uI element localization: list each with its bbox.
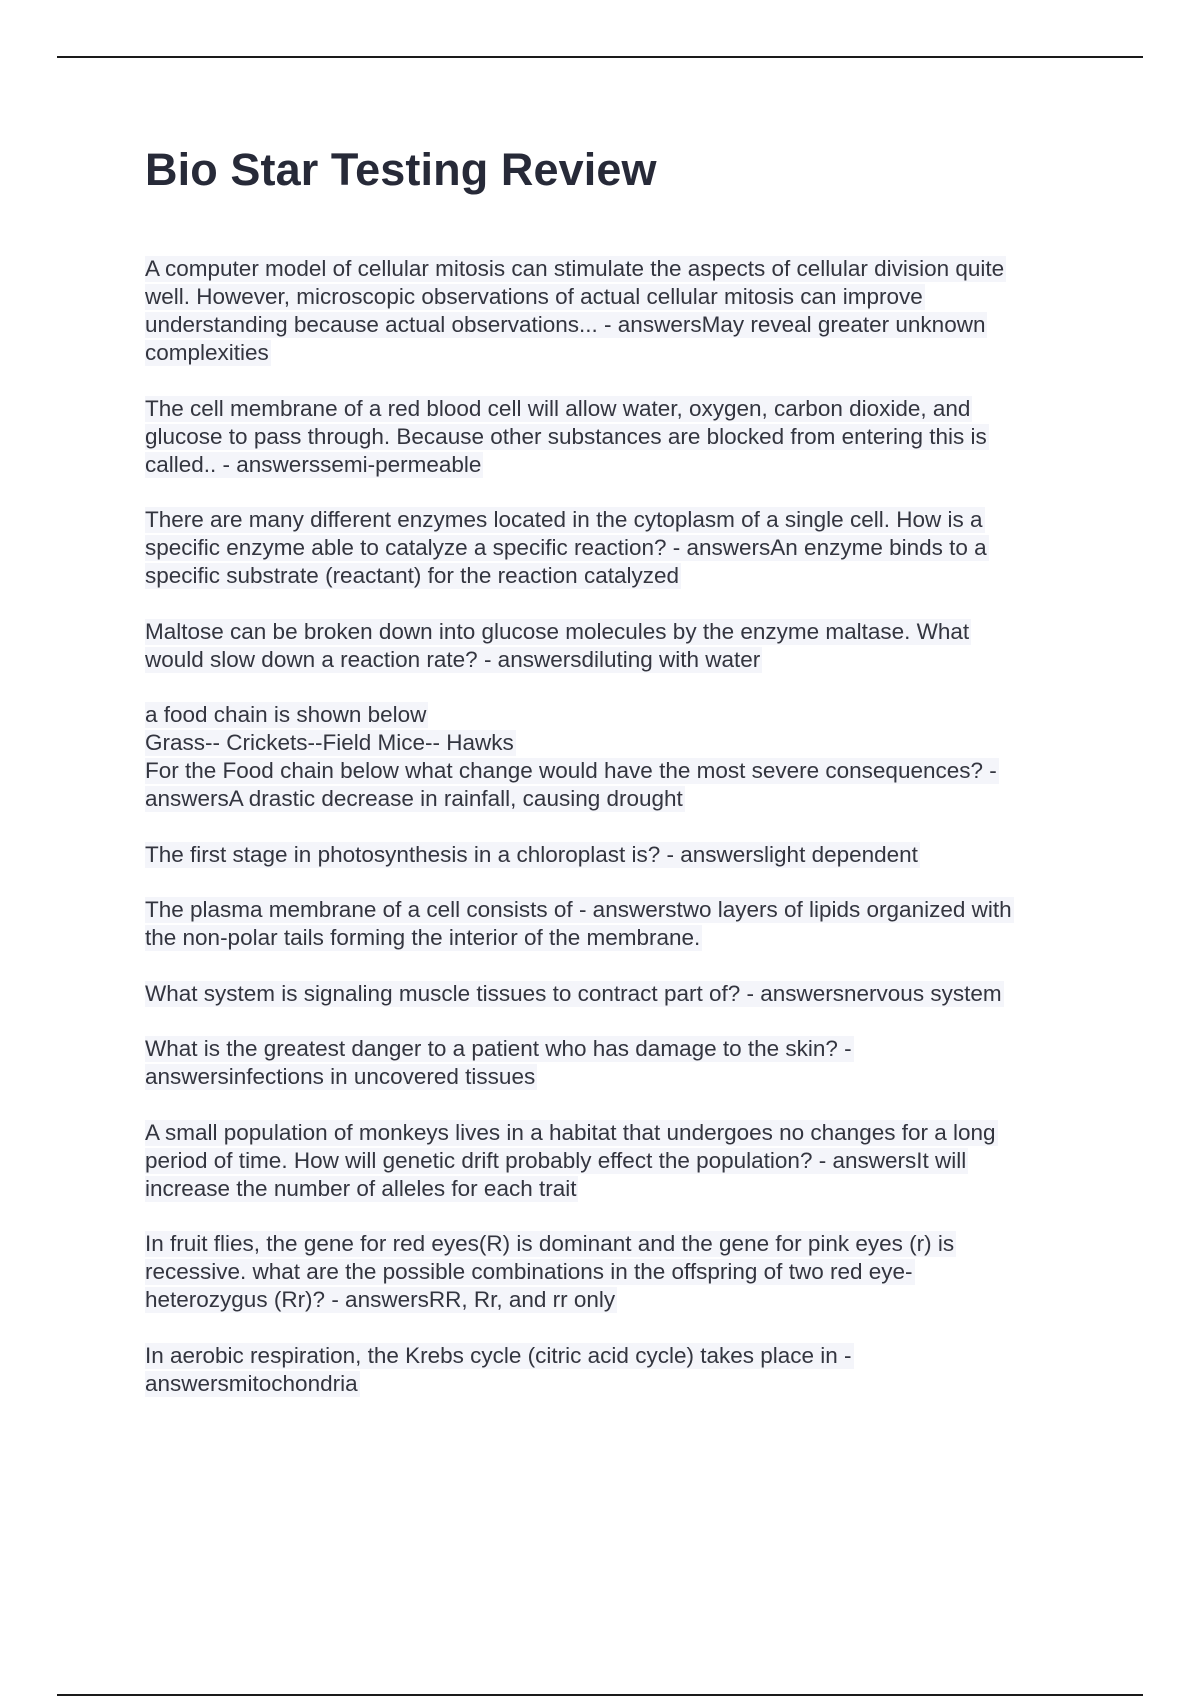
qa-list	[145, 255, 1085, 1425]
qa-line: There are many different enzymes located in the cytoplasm of a single cell. How is a	[145, 507, 983, 532]
qa-item	[145, 506, 1085, 590]
qa-line: answersinfections in uncovered tissues	[145, 1064, 536, 1089]
top-divider	[57, 56, 1143, 58]
qa-item	[145, 980, 1085, 1008]
qa-line: would slow down a reaction rate? - answersdiluting with water	[145, 646, 761, 672]
qa-line: the non-polar tails forming the interior of the membrane.	[145, 925, 701, 950]
qa-item	[145, 255, 1085, 367]
qa-item	[145, 896, 1085, 952]
qa-line: In fruit flies, the gene for red eyes(R) is dominant and the gene for pink eyes (r) is	[145, 1231, 955, 1256]
qa-line: answersmitochondria	[145, 1370, 358, 1396]
qa-item	[145, 1119, 1085, 1203]
qa-item	[145, 1230, 1085, 1314]
qa-item	[145, 395, 1085, 479]
qa-line: understanding because actual observations... - answersMay reveal greater unknown	[145, 312, 986, 337]
qa-item	[145, 841, 1085, 869]
qa-line: specific substrate (reactant) for the reaction catalyzed	[145, 563, 680, 588]
qa-line: The cell membrane of a red blood cell will allow water, oxygen, carbon dioxide, and	[145, 395, 971, 421]
qa-line: What is the greatest danger to a patient who has damage to the skin? -	[145, 1036, 852, 1061]
qa-line: increase the number of alleles for each trait	[145, 1175, 577, 1201]
qa-line: What system is signaling muscle tissues to contract part of? - answersnervous system	[145, 980, 1002, 1006]
qa-line: called.. - answerssemi-permeable	[145, 451, 482, 477]
qa-line: The first stage in photosynthesis in a chloroplast is? - answerslight dependent	[145, 841, 918, 867]
qa-line: glucose to pass through. Because other substances are blocked from entering this is	[145, 423, 987, 449]
qa-item	[145, 701, 1085, 813]
qa-line: For the Food chain below what change would have the most severe consequences? -	[145, 758, 997, 783]
qa-line: A computer model of cellular mitosis can stimulate the aspects of cellular division quite	[145, 256, 1005, 281]
qa-line: specific enzyme able to catalyze a specific reaction? - answersAn enzyme binds to a	[145, 535, 987, 560]
qa-line: Maltose can be broken down into glucose molecules by the enzyme maltase. What	[145, 618, 970, 644]
qa-line: period of time. How will genetic drift probably effect the population? - answersIt will	[145, 1147, 967, 1173]
qa-item	[145, 1342, 1085, 1398]
qa-line: complexities	[145, 340, 269, 365]
qa-line: a food chain is shown below	[145, 702, 427, 727]
qa-line: The plasma membrane of a cell consists of - answerstwo layers of lipids organized with	[145, 897, 1012, 922]
qa-line: A small population of monkeys lives in a habitat that undergoes no changes for a long	[145, 1119, 996, 1145]
qa-line: In aerobic respiration, the Krebs cycle (citric acid cycle) takes place in -	[145, 1342, 852, 1368]
qa-item	[145, 1035, 1085, 1091]
bottom-divider	[57, 1694, 1143, 1696]
qa-line: answersA drastic decrease in rainfall, causing drought	[145, 786, 683, 811]
qa-line: recessive. what are the possible combinations in the offspring of two red eye-	[145, 1259, 913, 1284]
qa-line: well. However, microscopic observations of actual cellular mitosis can improve	[145, 284, 923, 309]
qa-line: heterozygus (Rr)? - answersRR, Rr, and rr only	[145, 1287, 616, 1312]
document-title: Bio Star Testing Review	[145, 144, 657, 195]
qa-item	[145, 618, 1085, 674]
qa-line: Grass-- Crickets--Field Mice-- Hawks	[145, 730, 514, 755]
